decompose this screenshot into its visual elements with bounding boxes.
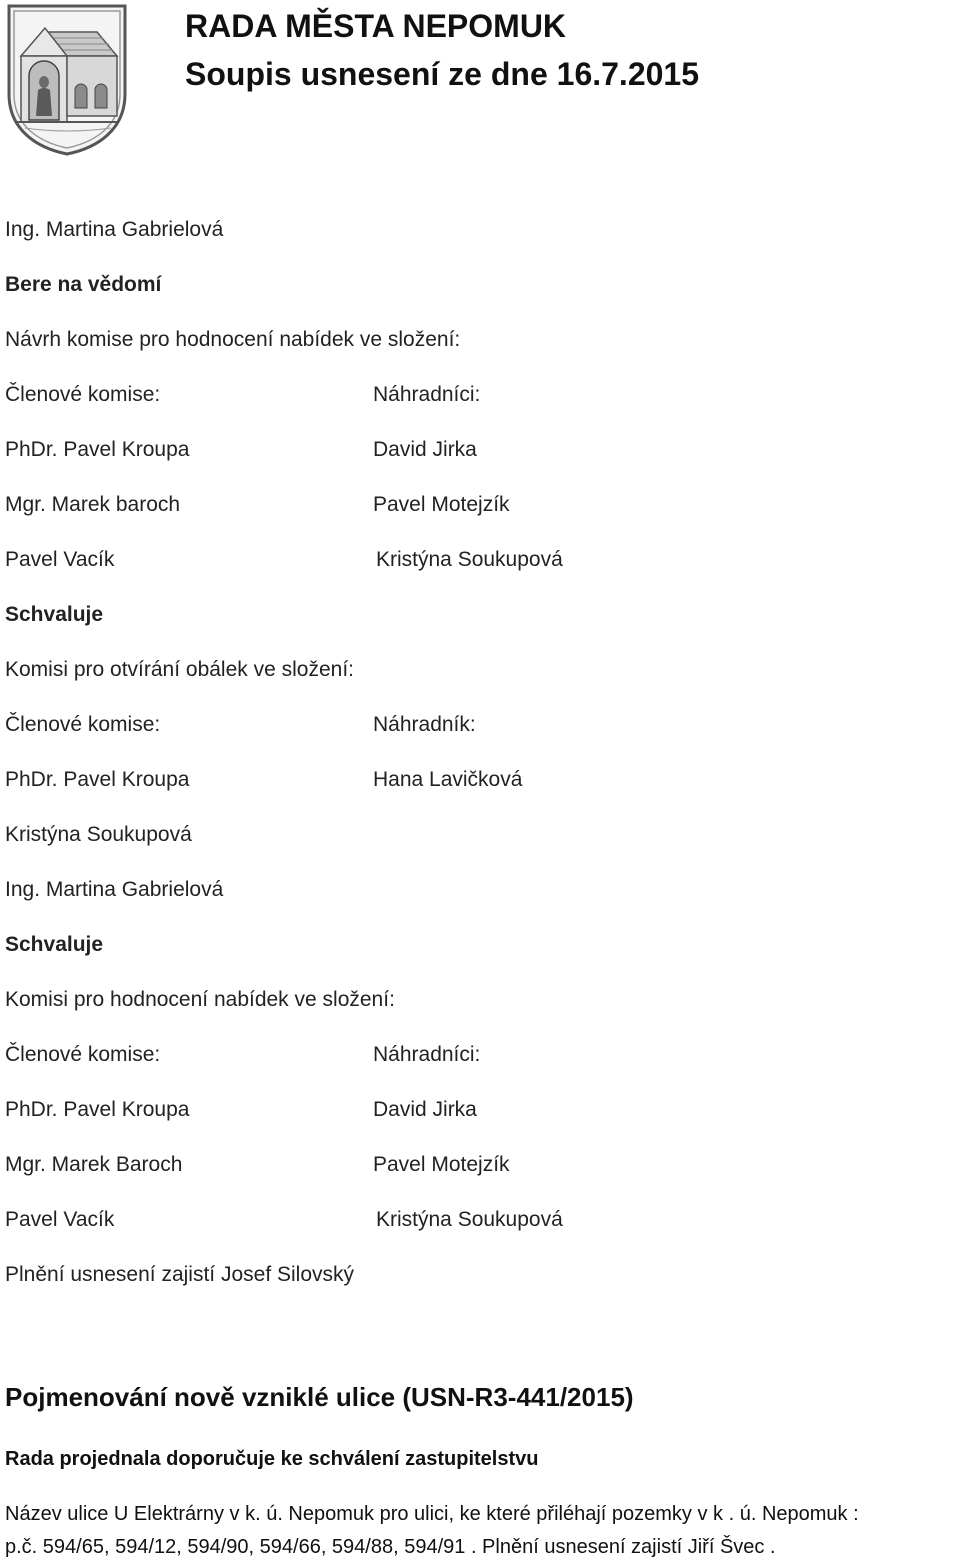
document-subtitle: Soupis usnesení ze dne 16.7.2015 (185, 56, 699, 92)
member-name: Mgr. Marek Baroch (5, 1153, 183, 1176)
member-name: Kristýna Soukupová (5, 823, 192, 846)
substitute-name: Kristýna Soukupová (376, 548, 563, 571)
member-name: Ing. Martina Gabrielová (5, 878, 224, 901)
substitute-name: Kristýna Soukupová (376, 1208, 563, 1231)
resolution-text-line: Název ulice U Elektrárny v k. ú. Nepomuk pro ulici, ke které přiléhají pozemky v k . ú. Nepomuk : (5, 1503, 859, 1525)
member-name: Pavel Vacík (5, 548, 115, 571)
member-name: Mgr. Marek baroch (5, 493, 181, 516)
members-label: Členové komise: (5, 383, 161, 406)
member-name: PhDr. Pavel Kroupa (5, 1098, 190, 1121)
members-label: Členové komise: (5, 713, 161, 736)
resolution-text-line: p.č. 594/65, 594/12, 594/90, 594/66, 594/88, 594/91 . Plnění usnesení zajistí Jiří Švec . (5, 1536, 776, 1558)
town-crest-emblem (5, 2, 129, 156)
substitute-name: Pavel Motejzík (373, 493, 510, 516)
member-name: PhDr. Pavel Kroupa (5, 768, 190, 791)
substitutes-label: Náhradníci: (373, 1043, 481, 1066)
fulfillment-note: Plnění usnesení zajistí Josef Silovský (5, 1263, 355, 1286)
substitute-name: Pavel Motejzík (373, 1153, 510, 1176)
section-heading: Bere na vědomí (5, 273, 162, 296)
section-description: Návrh komise pro hodnocení nabídek ve složení: (5, 328, 461, 351)
document-title: RADA MĚSTA NEPOMUK (185, 8, 567, 44)
member-name: PhDr. Pavel Kroupa (5, 438, 190, 461)
substitute-name: David Jirka (373, 1098, 477, 1121)
resolution-heading: Pojmenování nově vzniklé ulice (USN-R3-441/2015) (5, 1382, 634, 1412)
substitutes-label: Náhradník: (373, 713, 476, 736)
intro-name: Ing. Martina Gabrielová (5, 218, 224, 241)
section-heading: Schvaluje (5, 933, 104, 956)
substitute-name: David Jirka (373, 438, 477, 461)
section-heading: Schvaluje (5, 603, 104, 626)
substitutes-label: Náhradníci: (373, 383, 481, 406)
resolution-subheading: Rada projednala doporučuje ke schválení zastupitelstvu (5, 1448, 539, 1470)
members-label: Členové komise: (5, 1043, 161, 1066)
section-description: Komisi pro otvírání obálek ve složení: (5, 658, 355, 681)
section-description: Komisi pro hodnocení nabídek ve složení: (5, 988, 395, 1011)
member-name: Pavel Vacík (5, 1208, 115, 1231)
substitute-name: Hana Lavičková (373, 768, 523, 791)
